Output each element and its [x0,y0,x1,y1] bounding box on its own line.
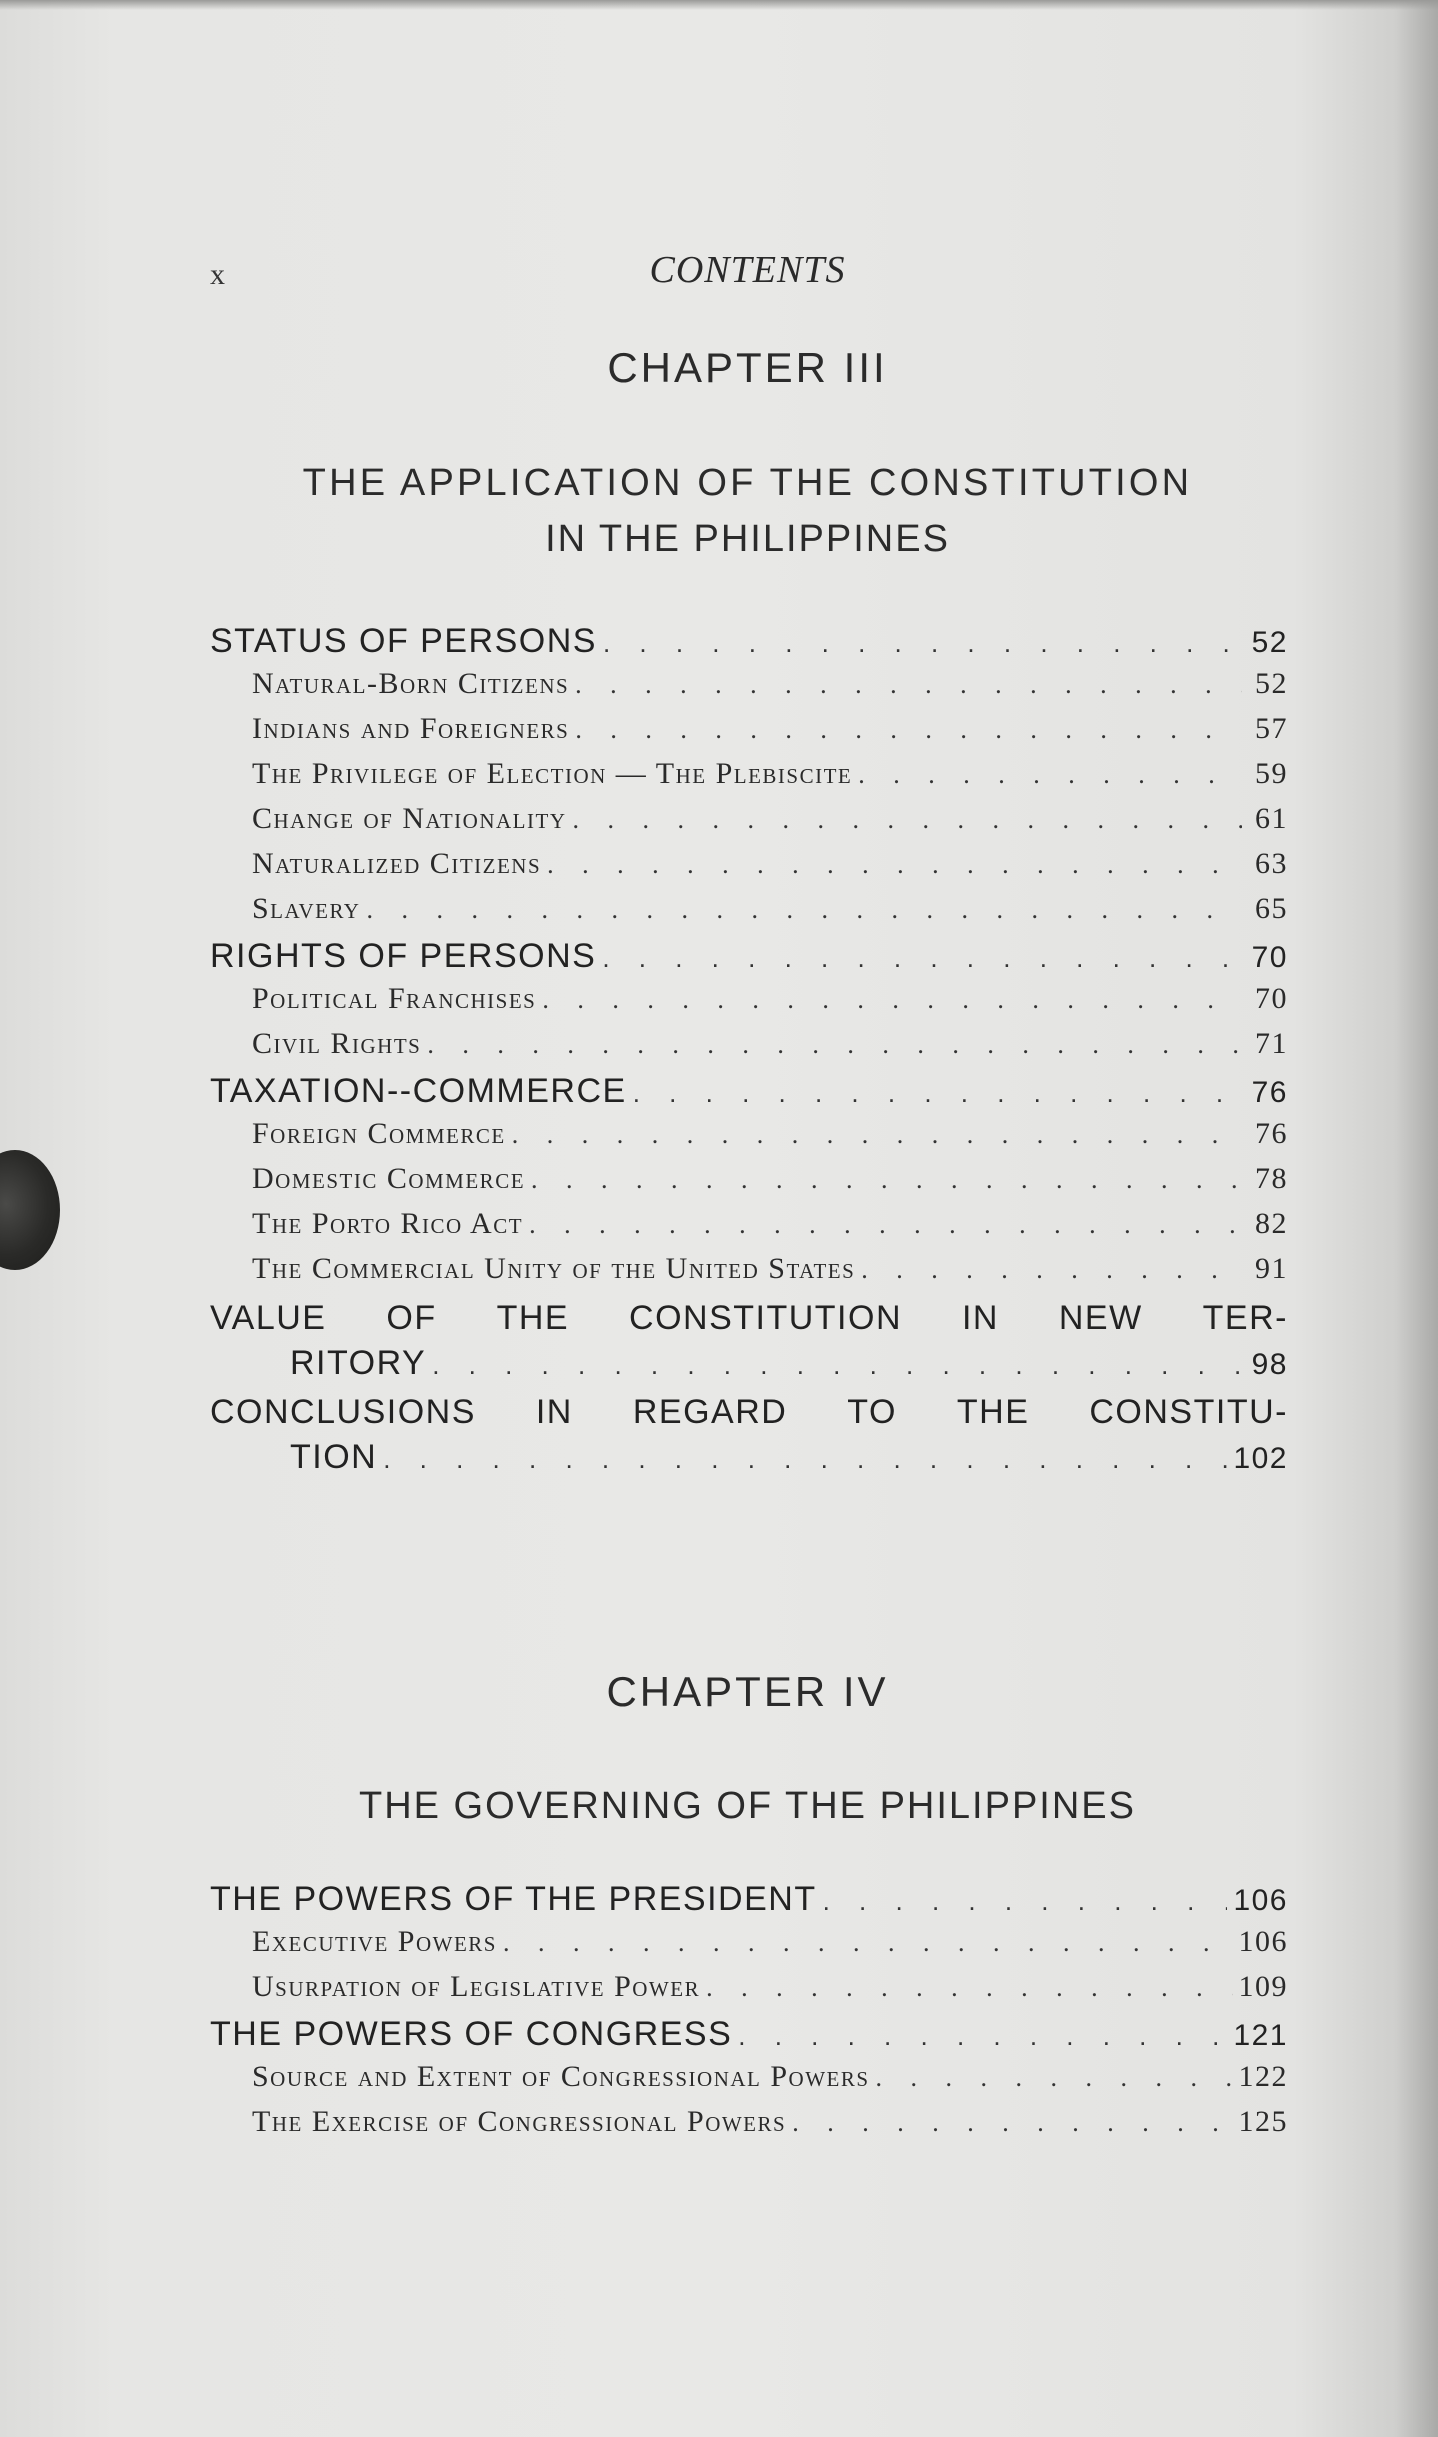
dot-leader [427,1030,1242,1060]
toc-subentry[interactable] [210,757,1288,802]
chapter-4-title: THE GOVERNING OF THE PHILIPPINES [359,1785,1136,1827]
word: CONSTITU- [1089,1393,1288,1431]
word: VALUE [210,1299,327,1337]
toc-entry-line-2 [210,1344,1288,1389]
toc-entry-label: STATUS OF PERSONS [210,622,597,660]
chapter-3-toc [210,622,1288,1483]
toc-subentry[interactable] [210,1027,1288,1072]
word: IN [535,1393,573,1431]
word: CONCLUSIONS [210,1393,476,1431]
running-title: CONTENTS [649,249,846,291]
dot-leader [706,1973,1232,2003]
word: TER- [1202,1299,1288,1337]
toc-entry-label: The Commercial Unity of the United States [252,1252,856,1285]
toc-subentry[interactable] [210,2060,1288,2105]
toc-subentry[interactable] [210,1970,1288,2015]
toc-entry-page: 78 [1255,1162,1288,1195]
toc-entry-page: 65 [1255,892,1288,925]
toc-entry[interactable] [210,937,1288,982]
dot-leader [602,943,1242,974]
page-edge-shadow [0,0,1438,10]
toc-subentry[interactable] [210,847,1288,892]
dot-leader [792,2108,1232,2138]
dot-leader [547,850,1242,880]
toc-entry-label: Political Franchises [252,982,537,1015]
toc-entry[interactable] [210,1072,1288,1117]
toc-entry-label: TION [290,1438,378,1476]
dot-leader [572,805,1242,835]
toc-entry[interactable] [210,2015,1288,2060]
toc-entry-page: 70 [1255,982,1288,1015]
toc-entry-page: 106 [1238,1925,1288,1958]
dot-leader [858,760,1242,790]
toc-entry[interactable] [210,622,1288,667]
toc-entry-page: 76 [1255,1117,1288,1150]
toc-subentry[interactable] [210,712,1288,757]
toc-entry-label: Foreign Commerce [252,1117,506,1150]
dot-leader [861,1255,1242,1285]
chapter-3-title-line-1: THE APPLICATION OF THE CONSTITUTION [302,462,1193,504]
dot-leader [542,985,1242,1015]
dot-leader [633,1078,1242,1109]
toc-entry-label: Slavery [252,892,361,925]
toc-entry-label: Source and Extent of Congressional Powers [252,2060,870,2093]
toc-entry-page: 71 [1255,1027,1288,1060]
toc-entry-page: 76 [1251,1076,1288,1109]
word: IN [961,1299,999,1337]
toc-entry-page: 52 [1255,667,1288,700]
chapter-4-heading: CHAPTER IV [606,1668,889,1715]
toc-entry-label: The Privilege of Election — The Plebiscite [252,757,853,790]
word: TO [847,1393,897,1431]
toc-subentry[interactable] [210,892,1288,937]
word: REGARD [632,1393,788,1431]
toc-entry-page: 121 [1233,2019,1288,2052]
chapter-3-heading: CHAPTER III [607,344,888,391]
chapter-4-toc [210,1880,1288,2150]
toc-entry-label: TAXATION--COMMERCE [210,1072,627,1110]
toc-entry-page: 91 [1255,1252,1288,1285]
toc-entry-page: 70 [1251,941,1288,974]
toc-entry-page: 125 [1238,2105,1288,2138]
toc-entry-page: 82 [1255,1207,1288,1240]
word: NEW [1058,1299,1143,1337]
dot-leader [512,1120,1242,1150]
toc-entry-label: The Exercise of Congressional Powers [252,2105,787,2138]
toc-entry-label: Change of Nationality [252,802,567,835]
toc-entry-label: Usurpation of Legislative Power [252,1970,701,2003]
toc-entry-page: 98 [1251,1348,1288,1381]
dot-leader [575,670,1242,700]
toc-entry-label: Naturalized Citizens [252,847,542,880]
toc-subentry[interactable] [210,982,1288,1027]
dot-leader [738,2021,1227,2052]
page-header [210,248,1285,298]
toc-entry-line-1 [210,1393,1288,1438]
toc-subentry[interactable] [210,667,1288,712]
toc-entry-line-2 [210,1438,1288,1483]
dot-leader [876,2063,1233,2093]
word: OF [386,1299,437,1337]
word: THE [956,1393,1030,1431]
toc-entry-page: 59 [1255,757,1288,790]
toc-entry-page: 102 [1233,1442,1288,1475]
toc-entry-label: Domestic Commerce [252,1162,526,1195]
toc-subentry[interactable] [210,1117,1288,1162]
toc-subentry[interactable] [210,1207,1288,1252]
dot-leader [603,628,1242,659]
toc-entry-page: 52 [1251,626,1288,659]
dot-leader [366,895,1242,925]
toc-entry-label: THE POWERS OF THE PRESIDENT [210,1880,817,1918]
dot-leader [531,1165,1242,1195]
toc-subentry[interactable] [210,1162,1288,1207]
toc-entry-label: Civil Rights [252,1027,422,1060]
toc-entry-label: The Porto Rico Act [252,1207,524,1240]
dot-leader [503,1928,1233,1958]
toc-entry-page: 63 [1255,847,1288,880]
toc-entry-label: Indians and Foreigners [252,712,570,745]
toc-entry-label: RITORY [290,1344,427,1382]
toc-subentry[interactable] [210,1925,1288,1970]
toc-entry-label: Executive Powers [252,1925,497,1958]
toc-entry-label: Natural-Born Citizens [252,667,570,700]
toc-entry-label: THE POWERS OF CONGRESS [210,2015,733,2053]
toc-subentry[interactable] [210,2105,1288,2150]
word: THE [496,1299,570,1337]
word: CONSTITUTION [629,1299,902,1337]
dot-leader [575,715,1242,745]
toc-entry-page: 109 [1238,1970,1288,2003]
toc-entry-page: 122 [1238,2060,1288,2093]
toc-entry-value-of-constitution[interactable] [210,1299,1288,1389]
chapter-3-title-line-2: IN THE PHILIPPINES [545,518,950,560]
toc-entry-label: RIGHTS OF PERSONS [210,937,597,975]
toc-entry-page: 106 [1233,1884,1288,1917]
toc-entry[interactable] [210,1880,1288,1925]
toc-entry-page: 61 [1255,802,1288,835]
dot-leader [823,1886,1228,1917]
toc-entry-conclusions[interactable] [210,1393,1288,1483]
thumb-shadow [0,1150,60,1270]
toc-entry-line-1 [210,1299,1288,1344]
toc-subentry[interactable] [210,802,1288,847]
dot-leader [383,1444,1227,1475]
page-number: x [210,258,225,291]
chapter-3-title [210,455,1285,567]
toc-entry-page: 57 [1255,712,1288,745]
dot-leader [432,1350,1242,1381]
dot-leader [529,1210,1242,1240]
toc-subentry[interactable] [210,1252,1288,1297]
